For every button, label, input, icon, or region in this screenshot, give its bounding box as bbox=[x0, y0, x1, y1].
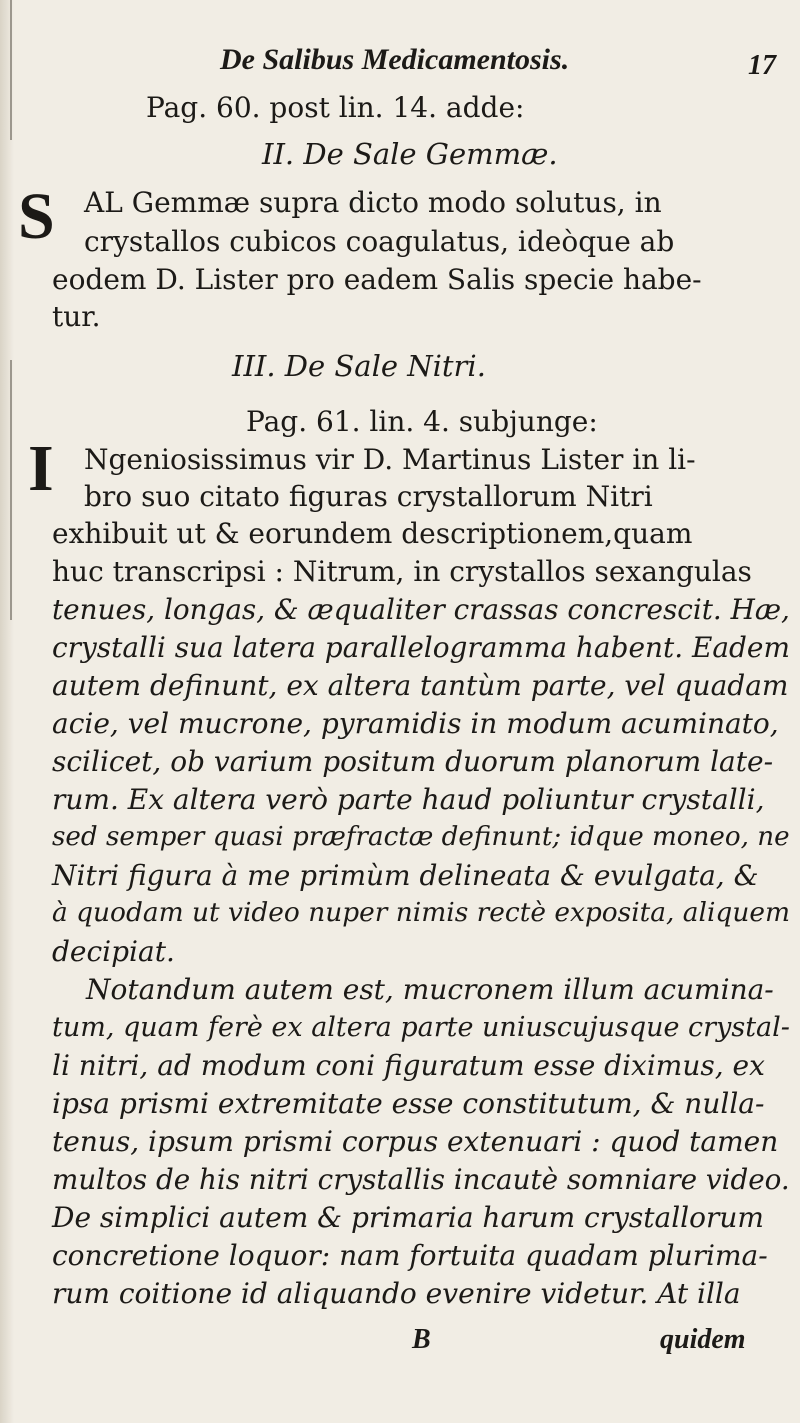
section-heading: II. De Sale Gemmæ. bbox=[262, 137, 558, 171]
text-line: à quodam ut video nuper nimis rectè exposita, aliquem bbox=[52, 897, 791, 928]
text-line: multos de his nitri crystallis incautè somniare video. bbox=[52, 1163, 790, 1196]
margin-rule bbox=[10, 360, 12, 620]
text-line: acie, vel mucrone, pyramidis in modum acuminato, bbox=[52, 707, 779, 740]
drop-cap: I bbox=[28, 432, 54, 505]
text-line: autem definunt, ex altera tantùm parte, vel quadam bbox=[52, 669, 789, 702]
drop-cap: S bbox=[18, 180, 55, 253]
section-note: Pag. 61. lin. 4. subjunge: bbox=[246, 405, 598, 438]
page-gutter bbox=[0, 0, 14, 1423]
signature-mark: B bbox=[412, 1324, 431, 1355]
text-line: li nitri, ad modum coni figuratum esse diximus, ex bbox=[52, 1049, 765, 1082]
text-line: exhibuit ut & eorundem descriptionem,quam bbox=[52, 517, 693, 550]
text-line: sed semper quasi præfractæ definunt; idque moneo, ne bbox=[52, 822, 790, 852]
text-line: huc transcripsi : Nitrum, in crystallos sexangulas bbox=[52, 555, 752, 588]
text-line: decipiat. bbox=[52, 935, 175, 968]
text-line: rum. Ex altera verò parte haud poliuntur crystalli, bbox=[52, 783, 765, 816]
running-head: De Salibus Medicamentosis. bbox=[220, 43, 570, 76]
text-line: tur. bbox=[52, 300, 101, 333]
text-line: crystalli sua latera parallelogramma habent. Eadem bbox=[52, 631, 790, 664]
text-line: ipsa prismi extremitate esse constitutum, & nulla- bbox=[52, 1087, 765, 1120]
text-line: AL Gemmæ supra dicto modo solutus, in bbox=[84, 186, 662, 219]
text-line: crystallos cubicos coagulatus, ideòque ab bbox=[84, 225, 675, 258]
text-line: bro suo citato figuras crystallorum Nitri bbox=[84, 480, 653, 513]
catchword: quidem bbox=[660, 1324, 746, 1355]
text-line: De simplici autem & primaria harum crystallorum bbox=[52, 1201, 764, 1234]
text-line: Nitri figura à me primùm delineata & evulgata, & bbox=[52, 859, 759, 892]
text-line: rum coitione id aliquando evenire videtur. At illa bbox=[52, 1277, 741, 1310]
section-heading: III. De Sale Nitri. bbox=[232, 349, 486, 383]
text-line: Notandum autem est, mucronem illum acumina- bbox=[86, 973, 774, 1006]
section-note: Pag. 60. post lin. 14. adde: bbox=[146, 91, 525, 124]
margin-rule bbox=[10, 0, 12, 140]
page-number: 17 bbox=[748, 50, 776, 81]
text-line: tenues, longas, & æqualiter crassas concrescit. Hæ, bbox=[52, 593, 790, 626]
text-line: tenus, ipsum prismi corpus extenuari : quod tamen bbox=[52, 1125, 779, 1158]
text-line: tum, quam ferè ex altera parte uniuscujusque crystal- bbox=[52, 1012, 790, 1043]
text-line: eodem D. Lister pro eadem Salis specie habe- bbox=[52, 263, 702, 296]
text-line: Ngeniosissimus vir D. Martinus Lister in li- bbox=[84, 443, 696, 476]
text-line: concretione loquor: nam fortuita quadam plurima- bbox=[52, 1239, 768, 1272]
text-line: scilicet, ob varium positum duorum planorum late- bbox=[52, 745, 774, 778]
